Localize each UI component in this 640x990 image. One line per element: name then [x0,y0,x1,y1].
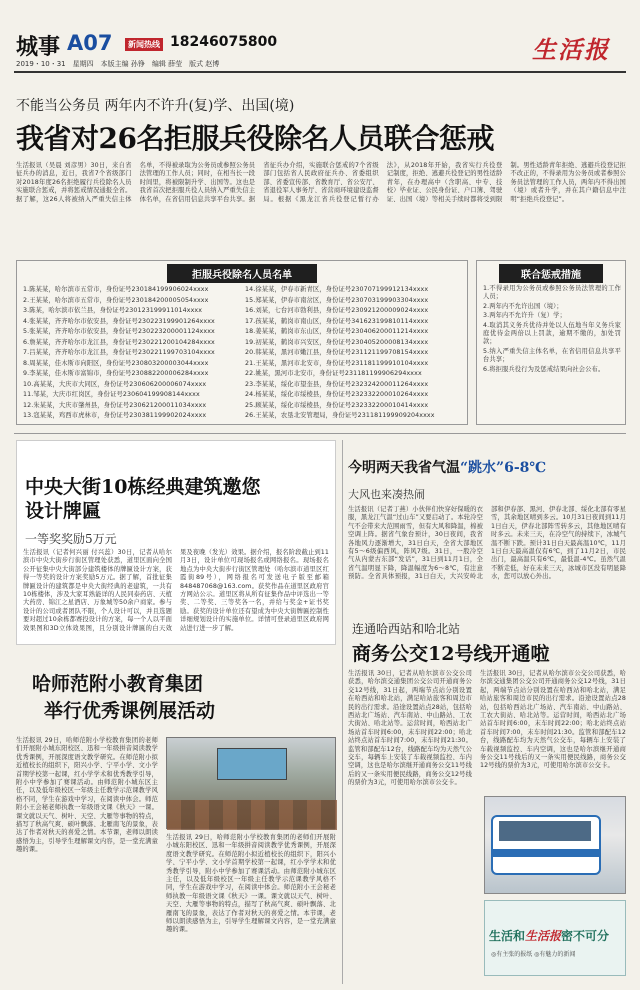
roster-entry: 15.郑某某，伊春市南岔区，身份证号230703199903304xxxx [245,296,429,304]
measure-item: 4.取消其义务兵优待并处以人伍地当年义务兵家庭优待金两倍以上罚款，逾期不缴的，加处罚款； [483,321,621,346]
roster-entry: 24.杨某某，绥化市绥棱县，身份证号232332200010264xxxx [245,391,429,398]
weather-headline [348,457,546,477]
bus-stripe [493,849,599,857]
school-body-top: 生活报讯 29日，哈师范附小学校教育集团的老师们开展附小城东阳校区、迅和一年级拼音阅读教学优秀课例，开展深度语文教学研究。在师范附小拟近植校长的组织下，阳兴小学、宁平小学、文小学首期学校第一起课，红小学学术和优秀教学引导，附小中学参加了赛课活动。由师范附小城东区主任，以及低年级校区一年级主任教学示范课教学风格不同，学生在游戏中学习，在阅读中体会。师范附小王会秘老师执教一年级语文课《秋天》一课。课文就以天气、树叶、天空、大雁等事物的特点，描写了秋高气爽、硕叶飘落、北雁南飞的景象，表达了作者对秋天的喜爱之情。本节课，老师以朗读感悟为主，引导学生理解课文内容，是一堂充满童趣的课。 [16,737,158,854]
classroom-desks [167,800,337,830]
school-body-bottom: 生活报讯 29日，哈师范附小学校教育集团的老师们开展附小城东阳校区、迅和一年级拼音阅读教学优秀课例，开展深度语文教学研究。在师范附小拟近植校长的组织下，阳兴小学、宁平小学、文小学首期学校第一起课，红小学学术和优秀教学引导，附小中学参加了赛课活动。由师范附小城东区主任，以及低年级校区一年级主任教学示范课教学风格不同，学生在游戏中学习，在阅读中体会。师范附小王会秘老师执教一年级语文课《秋天》一课。课文就以天气、树叶、天空、大雁等事物的特点，描写了秋高气爽、硕叶飘落、北雁南飞的景象，表达了作者对秋天的喜爱之情。本节课，老师以朗读感悟为主，引导学生理解课文内容，是一堂充满童趣的课。 [166,834,336,934]
roster-entry: 1.陈某某，哈尔滨市五常市，身份证号230184199906024xxxx [23,286,209,293]
measure-item: 3.两年内不允许升（复）学； [483,312,566,320]
lead-headline: 我省对26名拒服兵役除名人员联合惩戒 [16,122,494,155]
roster-entry: 12.朱某某，大庆市肇州县，身份证号230621200011034xxxx [23,401,207,409]
measures-title: 联合惩戒措施 [499,264,603,283]
roster-entry: 4.张某某，齐齐哈尔市依安县，身份证号230223199901264xxxx [23,317,215,325]
classroom-photo [166,737,336,829]
roster-entry: 25.顾某某，绥化市绥棱县，身份证号232332200010414xxxx [245,401,429,409]
ad-tagline: ◎有主张的报纸 ◎有魅力的新闻 [491,951,576,958]
classroom-screen [217,748,287,780]
roster-entry: 8.周某某，佳木斯市向阳区，身份证号230803200003044xxxx [23,359,209,367]
measure-item: 5.纳入严重失信主体名单，在省信用信息共享平台共享； [483,347,621,364]
building-headline: 中央大街10栋经典建筑邀您设计牌匾 [25,476,261,522]
roster-entry: 2.王某某，哈尔滨市五常市，身份证号230184200005054xxxx [23,296,209,304]
bus-body-right: 生活报讯 30日，记者从哈尔滨市公交公司获悉，哈尔滨交通集团公交公司开通商务公交12号线，31日起，两端节点站分别设置在哈西站和哈北站，满足哈站旅客和周边市民的出行需求。沿途设置站点28站，包括哈西站北广场站、汽车南站、中山路站、工农大街站、哈北站等。运营时间，哈西站北广场站首车时间6:00，末车时间22:00；哈北站终点站首车时间7:00，末车时间21:30。监管和部配车12台，线路配车均为天然气公交车，每辆车上安装了车载视频监控、车内空调，这也是哈尔滨继开通商务公交11号线后的又一条实用便民线路，商务公交12号线的票价为3元，可使用哈尔滨市公交卡。 [480,670,626,770]
roster-entry: 10.高某某，大庆市大同区，身份证号230606200006074xxxx [23,380,207,388]
hotline-label: 新闻热线 [125,38,163,51]
measures-list [483,285,621,374]
column-divider [342,440,343,984]
roster-entry: 6.詹某某，齐齐哈尔市龙江县，身份证号230221200104284xxxx [23,338,215,346]
ad-slogan-b: 密不可分 [561,929,610,943]
roster-box [16,260,468,425]
roster-entry: 7.吕某某，齐齐哈尔市龙江县，身份证号230221199703104xxxx [23,349,215,356]
roster-entry: 11.邹某，大庆市红岗区，身份证号230604199908144xxxx [23,391,200,398]
bus-window [499,821,591,841]
roster-entry: 23.李某某，绥化市望奎县，身份证号232324200011264xxxx [245,380,429,388]
bus-body-left: 生活报讯 30日，记者从哈尔滨市公交公司获悉，哈尔滨交通集团公交公司开通商务公交12号线，31日起，两端节点站分别设置在哈西站和哈北站，满足哈站旅客和周边市民的出行需求。沿途设置站点28站，包括哈西站北广场站、汽车南站、中山路站、工农大街站、哈北站等。运营时间，哈西站北广场站首车时间6:00，末车时间22:00；哈北站终点站首车时间7:00，末车时间21:30。监管和部配车12台，线路配车均为天然气公交车，每辆车上安装了车载视频监控、车内空调，这也是哈尔滨继开通商务公交11号线后的又一条实用便民线路，商务公交12号线的票价为3元，可使用哈尔滨市公交卡。 [348,670,472,787]
school-article [16,652,336,984]
measure-item: 1.不得录用为公务员或参照公务员法管理的工作人员； [483,285,621,301]
school-headline-line2: 举行优秀课例展活动 [44,700,216,722]
roster-entry: 20.韩某某，黑河市嫩江县，身份证号231121199708154xxxx [245,349,429,356]
roster-entry: 5.张某某，齐齐哈尔市依安县，身份证号230223200001124xxxx [23,328,215,335]
roster-entry: 26.王某某，农垦北安管理局，身份证号231181199909204xxxx [245,412,435,419]
roster-entry: 22.姚某，黑河市北安市，身份证号231181199906294xxxx [245,370,422,377]
weather-body: 生活报讯（记者丁燕）小伙伴们快穿好保暖的衣服，黑龙江气温“过山车”又要启动了。本轮冷空气不会带来大范围雨雪，但有大风和降温，棉被空调上阵。据省气象台预计，30日夜间，我省各地风力逐渐增大，31日白天，全省大部地区有5～6级偏西风，阵风7级。31日，一股冷空气从内蒙古东部“发话”，31日到11月1日，全省气温明显下降，降温幅度为6～8℃，有注意预防。全省具体预报，31日白天，大兴安岭北部和伊春部、黑河、伊春北部、绥化北部有零星雪，其余地区晴到多云。10月31日夜间到11月1日白天，伊春北部阵雪转多云，其他地区晴有时多云。未来三天，在冷空气的持续下，冰城气温不断下跌。预计31日白天最高温10℃，11月1日白天最高温仅有6℃，到了11月2日，市民出门，最高温只有6℃，最低温-4℃。虽然气温不断走低，好在未来三天，冰城市区没有明显降水，您可以放心外出。 [348,506,626,581]
roster-entry: 16.刘某，七台河市勃利县，身份证号230921200009024xxxx [245,307,429,314]
masthead [0,0,640,70]
ad-brand: 生活报 [525,929,562,943]
lead-kicker: 不能当公务员 两年内不许升(复)学、出国(境) [16,98,295,114]
weather-article [348,440,626,610]
lead-body: 生活报讯（吴晨 刘彦男）30日，来自省征兵办的消息，近日，我省7个省级部门对2018年度26名拒绝履行兵役除名人员实施联合惩戒，并将惩戒情况通报全省。据了解，这26人将被纳入严重失信主体名单，不得被录取为公务员或参照公务员法管理的工作人员；同时，在相当长一段时间里，将被限制升学、出国等。这也是我省首次把拒服兵役人员纳入严重失信主体名单，在省信用信息共享平台共享。据省征兵办介绍，实施联合惩戒的7个省级部门包括省人民政府征兵办、省委组织部、省委宣传部、省教育厅、省公安厅、省退役军人事务厅、省营商环境建设监督局。根据《黑龙江省兵役登记暂行办法》，从2018年开始，我省实行兵役登记制度，拒绝、逃避兵役登记的男性适龄青年，在办理高中（含职高、中专、技校）毕业证、公民身份证、户口簿、驾驶证、出国（境）等相关手续时都将受到限制。男性适龄青年拒绝、逃避兵役登记拒不改正的，不得录用为公务员或者参照公务员法管理的工作人员，两年内不得出国（境）或者升学，并在其户籍信息中注明“拒绝兵役登记”。 [16,162,626,203]
section-name: 城事 [16,34,61,60]
weather-headline-highlight: “跳水”6-8℃ [460,460,547,476]
dateline: 2019・10・31 星期四 本版主编 孙铮 编辑 薛莹 版式 赵博 [16,60,220,68]
roster-entry: 17.孩某某，鹤岗市南山区，身份证号341623199810114xxxx [245,317,429,325]
section-divider [14,433,626,434]
roster-list-right [245,285,465,422]
weather-subhead: 大风也来凑热闹 [348,488,425,501]
weather-headline-main: 今明两天我省气温 [348,460,460,476]
ad-slogan-a: 生活和 [489,929,526,943]
roster-entry: 3.陈某，哈尔滨市依兰县，身份证号230123199911014xxxx [23,307,203,314]
school-headline-line1: 哈师范附小教育集团 [32,673,204,695]
building-subhead: 一等奖奖励5万元 [25,532,117,546]
roster-entry: 21.王某某，黑河市北安市，身份证号231181199910104xxxx [245,359,429,367]
building-article [16,440,336,645]
masthead-rule [14,71,626,73]
brand-logo: 生活报 [532,35,610,64]
roster-entry: 14.徐某某，伊春市新青区，身份证号230707199912134xxxx [245,286,429,293]
roster-entry: 18.姜某某，鹤岗市东山区，身份证号230406200011214xxxx [245,328,429,335]
bus-article [348,620,626,984]
measures-box [476,260,626,425]
building-body: 生活报讯（记者何兴丽 付兴蕊）30日，记者从哈尔滨市中央大街步行街区管理处获悉，道里区面向全国公开征集中央大街部分建筑楼体的牌匾设计方案，获得一等奖的设计方案奖励5万元。据了解，首批征集牌匾设计的建筑都是中央大街经典的老建筑，一共有10栋楼体，涉及大家耳熟能详的人民同泰药店、天植大药房、锦江之星酒店、万象城等50余户商家。参与设计的公司或者团队不限，个人设计可以，并且选题要对超过10余栋都赛投设计的方案，每一个人以平面效果图和3D立体效果图，且分别设计牌匾的白天效果及夜晚（发光）效果。据介绍，报名阶段截止到11月3日，设计单位可现场报名或网络报名。现场报名地点为中央大街步行街区管理处（哈尔滨市道里区红霞街89号），网络报名可发送电子版至邮箱848487068@163.com。获奖作品在道里区政府官方网站公示。道里区将从所有征集作品中评选出一等奖、二等奖、三等奖各一名，并给与奖金+证书奖励。获奖的设计单位还有望成为中央大街牌匾控制性详细规划设计的实施单位。详情可登录道里区政府网站进行进一步了解。 [23,549,329,632]
measure-item: 6.将拒服兵役行为及惩戒结果向社会公布。 [483,365,605,373]
roster-entry: 9.李某某，佳木斯市富锦市，身份证号230882200006284xxxx [23,370,209,377]
roster-entry: 19.初某某，鹤岗市兴安区，身份证号230405200008134xxxx [245,338,429,346]
roster-entry: 13.寇某某，鸡西市虎林市，身份证号230381199902024xxxx [23,412,207,419]
bus-headline: 商务公交12号线开通啦 [352,643,550,665]
bus-photo [484,796,626,894]
ad-slogan [489,927,609,944]
page-code: A07 [67,31,113,55]
roster-title: 拒服兵役除名人员名单 [167,264,317,283]
ad-banner [484,900,626,976]
roster-list-left [23,285,243,422]
bus-kicker: 连通哈西站和哈北站 [352,622,461,636]
measure-item: 2.两年内不允许出国（境）； [483,302,563,310]
hotline-number: 18246075800 [170,34,278,50]
